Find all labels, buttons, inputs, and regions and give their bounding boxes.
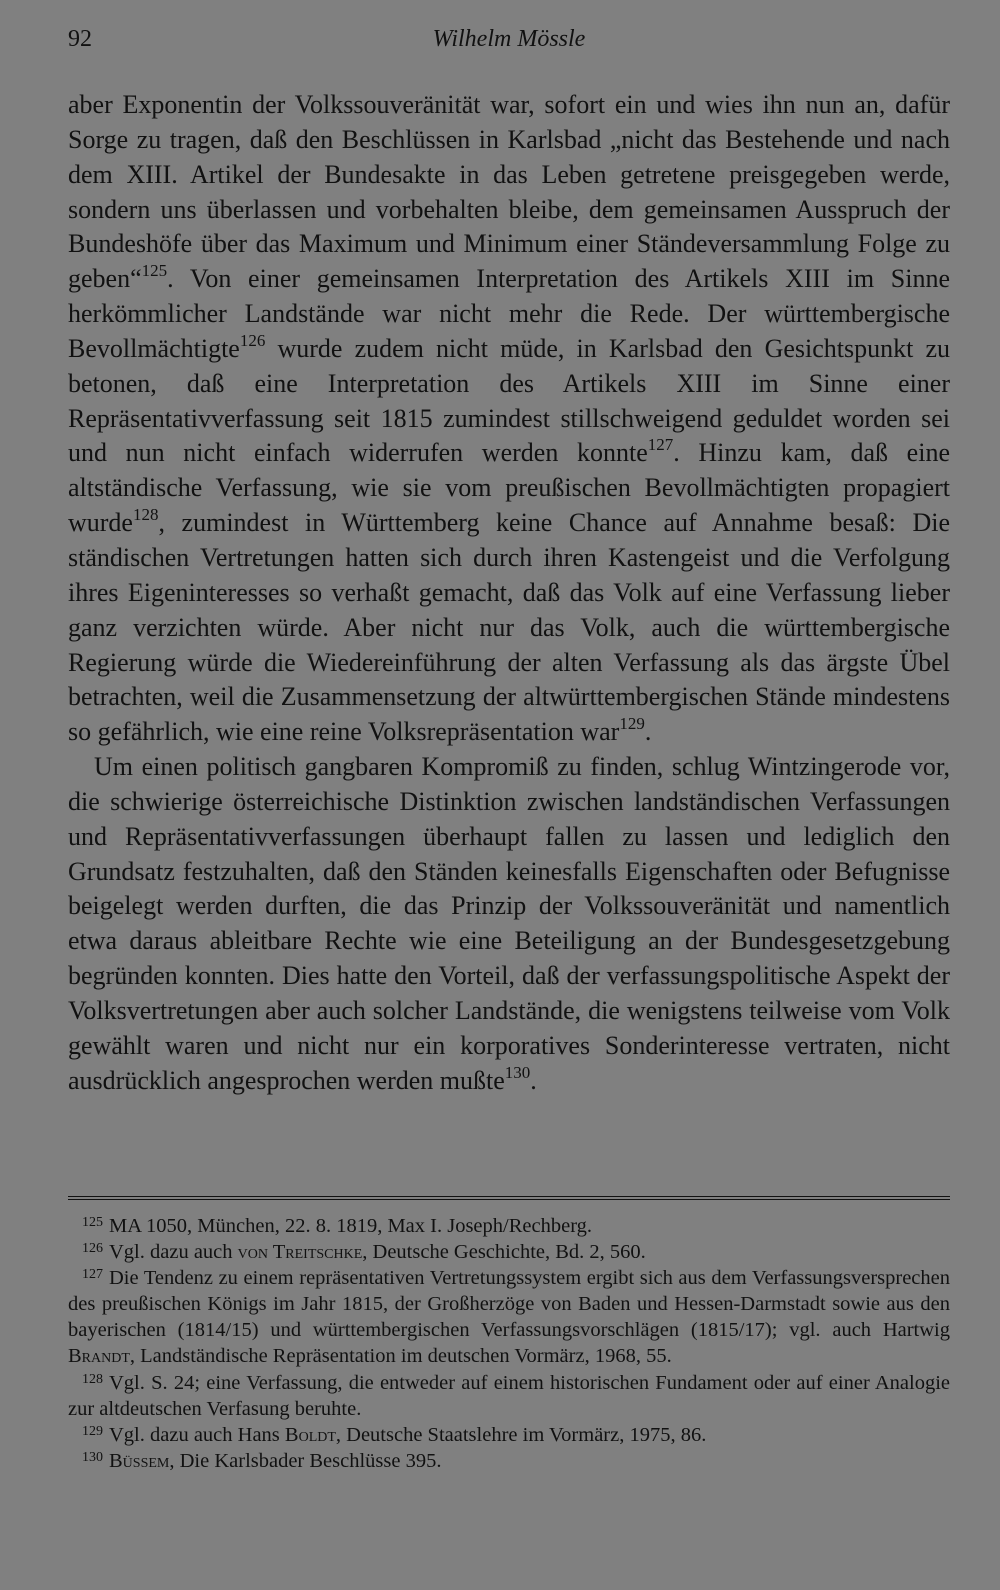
running-head: Wilhelm Mössle	[432, 26, 586, 52]
footnote-ref-129: 129	[619, 714, 645, 734]
page-header	[68, 26, 950, 60]
paragraph-2: Um einen politisch gangbaren Kompromiß zu finden, schlug Wintzingerode vor, die schwierige österreichische Distinktion zwischen landständischen Verfassungen und Repräsentativverfassungen überhaupt fallen zu lassen und lediglich den Grundsatz festzuhalten, daß den Ständen keinesfalls Eigenschaften oder Befugnisse beigelegt werden durften, die das Prinzip der Volkssouveränität und namentlich etwa daraus ableitbare Rechte wie eine Beteiligung an der Bundesgesetzgebung begründen konnten. Dies hatte den Vorteil, daß der verfassungspolitische Aspekt der Volksvertretungen aber auch solcher Landstände, die wenigstens teilweise vom Volk gewählt waren und nicht nur ein korporatives Sonderinteresse vertraten, nicht ausdrücklich angesprochen werden mußte$^{130}$.	[68, 752, 950, 1095]
footnote-128: $^{128}$ Vgl. S. 24; eine Verfassung, die entweder auf einem historischen Fundament oder auf einer Analogie zur altdeutschen Verfasung beruhte.	[68, 1371, 950, 1420]
main-text	[68, 88, 950, 1098]
footnote-125: $^{125}$ MA 1050, München, 22. 8. 1819, Max I. Joseph/Rechberg.	[82, 1215, 593, 1237]
footnote-127: $^{127}$ Die Tendenz zu einem repräsentativen Vertretungssystem ergibt sich aus dem Verfassungsversprechen des preußischen Königs im Jahr 1815, der Großherzöge von Baden und Hessen-Darmstadt sowie aus den bayerischen (1814/15) und württembergischen Verfassungsvorschlägen (1815/17); vgl. auch Hartwig Brandt, Landständische Repräsentation im deutschen Vormärz, 1968, 55.	[68, 1267, 950, 1368]
footnote-ref-130: 130	[504, 1062, 531, 1082]
page-number: 92	[68, 26, 92, 52]
footnote-ref-127: 127	[647, 435, 674, 455]
paragraph-1: aber Exponentin der Volkssouveränität war, sofort ein und wies ihn nun an, dafür Sorge zu tragen, daß den Beschlüssen in Karlsbad „nicht das Bestehende und nach dem XIII. Artikel der Bundesakte in das Leben getretene preisgegeben werde, sondern uns überlassen und vorbehalten bleibe, dem gemeinsamen Ausspruch der Bundeshöfe über das Maximum und Minimum einer Ständeversammlung Folge zu geben“$^{125}$. Von einer gemeinsamen Interpretation des Artikels XIII im Sinne herkömmlicher Landstände war nicht mehr die Rede. Der württembergische Bevollmächtigte$^{126}$ wurde zudem nicht müde, in Karlsbad den Gesichtspunkt zu betonen, daß eine Interpretation des Artikels XIII im Sinne einer Repräsentativverfassung seit 1815 zumindest stillschweigend geduldet worden sei und nun nicht einfach widerrufen werden konnte$^{127}$. Hinzu kam, daß eine altständische Verfassung, wie sie vom preußischen Bevollmächtigten propagiert wurde$^{128}$, zumindest in Württemberg keine Chance auf Annahme besaß: Die ständischen Vertretungen hatten sich durch ihren Kastengeist und die Verfolgung ihres Eigeninteresses so verhaßt gemacht, daß das Volk auf eine Verfassung lieber ganz verzichten würde. Aber nicht nur das Volk, auch die württembergische Regierung würde die Wiedereinführung der alten Verfassung als das ärgste Übel betrachten, weil die Zusammensetzung der altwürttembergischen Stände mindestens so gefährlich, wie eine reine Volksrepräsentation war$^{129}$.	[68, 90, 950, 747]
footnote-130: $^{130}$ Büssem, Die Karlsbader Beschlüsse 395.	[82, 1449, 442, 1472]
footnote-ref-128: 128	[132, 505, 159, 525]
footnote-126: $^{126}$ Vgl. dazu auch von Treitschke, Deutsche Geschichte, Bd. 2, 560.	[82, 1241, 646, 1264]
footnote-ref-126: 126	[239, 330, 266, 350]
footnote-ref-125: 125	[141, 261, 168, 281]
footnote-separator	[68, 1196, 950, 1201]
footnote-129: $^{129}$ Vgl. dazu auch Hans Boldt, Deutsche Staatslehre im Vormärz, 1975, 86.	[82, 1423, 707, 1446]
footnotes	[68, 1213, 950, 1474]
